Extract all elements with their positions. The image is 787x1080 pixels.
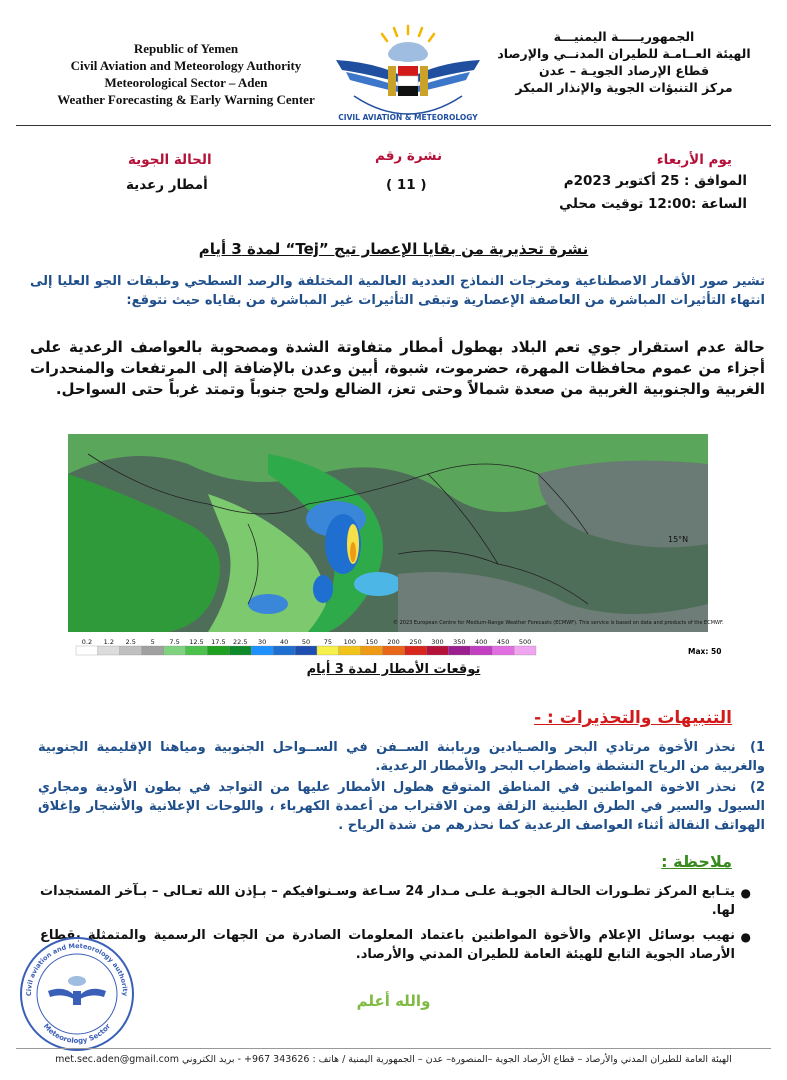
intro-paragraph: تشير صور الأقمار الاصطناعية ومخرجات النماذج العددية العالمية المختلفة والرصد السطحي وطبقات الجو العليا إلى انتهاء التأثيرات المباشرة من العاصفة الإعصارية وتبقى التأثيرات غير المباشرة من بقاياه حيث نتوقع: (30, 274, 765, 308)
forecast-paragraph: حالة عدم استقرار جوي تعم البلاد بهطول أمطار متفاوتة الشدة ومصحوبة بالعواصف الرعدية على أجزاء من عموم محافظات المهرة، حضرموت، شبوة، أبين وعدن بالإضافة إلى المرتفعات والمنحدرات الغربية والجنوبية الغربية من صعدة شمالاً وحتى تعز، الضالع ولحج جنوباً وتمتد غرباً حتى السواحل. (30, 338, 765, 398)
header-ar-line: مركز التنبؤات الجوية والإنذار المبكر (515, 80, 733, 95)
date-line: الموافق : 25 أكتوبر 2023م (563, 173, 747, 189)
legend-tick-label: 17.5 (211, 638, 226, 646)
legend-tick-label: 2.5 (125, 638, 136, 646)
legend-tick-label: 22.5 (233, 638, 248, 646)
legend-tick-label: 5 (150, 638, 155, 646)
logo-text: CIVIL AVIATION & METEOROLOGY (338, 113, 478, 122)
stamp-bottom-text: Meteorology Sector (41, 1022, 113, 1046)
legend-swatch (164, 646, 186, 655)
bulletin-number: ( 11 ) (386, 177, 427, 193)
legend-swatch (186, 646, 208, 655)
warning-number: 1) (750, 740, 765, 755)
bulletin-label: نشرة رقم (375, 148, 443, 164)
warnings-title (534, 708, 732, 728)
legend-swatch (229, 646, 251, 655)
legend-tick-label: 100 (343, 638, 357, 646)
header-ar-line: قطاع الإرصاد الجويـة – عدن (538, 63, 710, 78)
header-en-line: Weather Forecasting & Early Warning Center (57, 92, 315, 107)
legend-swatch (383, 646, 405, 655)
map-caption: توقعات الأمطار لمدة 3 أيام (306, 662, 481, 677)
legend-tick-label: 75 (323, 638, 333, 646)
legend-swatch (405, 646, 427, 655)
legend-tick-label: 500 (518, 638, 532, 646)
weather-value: أمطار رعدية (126, 177, 208, 193)
warning-number: 2) (750, 780, 766, 795)
legend-tick-label: 300 (431, 638, 444, 646)
stamp-top-text: Civil aviation and Meteorology authority (24, 941, 130, 997)
warning-text: نحذر الأخوة مرتادي البحر والصـيادين وربابنة الســفن في الســواحل الجنوبية ومياهنا الإقليمية الجنوبية والغربية من الرياح النشطة واضطراب البحر والأمطار الرعدية. (38, 740, 765, 774)
legend-swatch (492, 646, 514, 655)
warning-item (38, 738, 765, 776)
weather-label: الحالة الجوية (128, 152, 212, 168)
note-item: نهيب بوسائل الإعلام والأخوة المواطنين باعتماد المعلومات الصادرة من الجهات الرسمية والمتمثلة بقطاع الأرصاد الجوية التابع للهيئة العامة للطيران المدني والأرصاد. (40, 928, 735, 962)
legend-swatch (448, 646, 470, 655)
note-item: يتـابع المركز تطـورات الحالـة الجويـة علـى مـدار 24 سـاعة وسـنوافيكم – بـإذن الله تعـالى – بـآخر المستجدات لها. (40, 884, 735, 918)
closing-phrase: والله أعلم (356, 992, 431, 1010)
legend-tick-label: 450 (496, 638, 510, 646)
legend-max-label: Max: 50 (688, 647, 722, 656)
legend-tick-label: 7.5 (169, 638, 180, 646)
legend-swatch (142, 646, 164, 655)
header-ar-line: الجمهوريـــــة اليمنيـــة (553, 29, 695, 44)
rainfall-legend (76, 636, 722, 656)
legend-tick-label: 40 (279, 638, 289, 646)
english-header (18, 40, 354, 108)
legend-tick-label: 12.5 (189, 638, 204, 646)
legend-swatch (514, 646, 536, 655)
legend-tick-label: 150 (365, 638, 378, 646)
header-en-line: Meteorological Sector – Aden (104, 75, 268, 90)
bulletin-title: نشرة تحذيرية من بقايا الإعصار تيج ”Tej“ لمدة 3 أيام (198, 240, 589, 258)
legend-tick-label: 30 (258, 638, 267, 646)
arabic-header (479, 28, 769, 96)
footer-contact: الهيئة العامة للطيران المدني والأرصاد – قطاع الأرصاد الجوية –المنصورة– عدن – الجمهورية اليمنية / هاتف : 343626 967+ - بريد الكتروني met.sec.aden@gmail.com (55, 1054, 732, 1065)
footer-divider (16, 1048, 771, 1049)
rainfall-map-graphic (68, 434, 724, 632)
legend-swatch (361, 646, 383, 655)
map-copyright: © 2023 European Centre for Medium-Range Weather Forecasts (ECMWF). This service is based on data and products of the ECMWF. (393, 620, 724, 626)
legend-swatch (251, 646, 273, 655)
legend-tick-label: 400 (475, 638, 488, 646)
authority-logo (332, 22, 484, 126)
legend-tick-label: 200 (387, 638, 400, 646)
notes-title (661, 852, 732, 871)
notes-title-text: ملاحظة : (661, 852, 732, 871)
warnings-title-text: التنبيهات والتحذيرات : - (534, 708, 732, 728)
legend-swatch (339, 646, 361, 655)
legend-tick-label: 1.2 (103, 638, 115, 646)
legend-swatch (470, 646, 492, 655)
legend-swatch (76, 646, 98, 655)
authority-stamp (18, 935, 136, 1053)
day-label: يوم الأربعاء (656, 152, 732, 168)
legend-tick-label: 350 (453, 638, 466, 646)
latitude-label: 15°N (668, 535, 689, 544)
legend-tick-label: 0.2 (81, 638, 93, 646)
legend-swatch (207, 646, 229, 655)
legend-tick-label: 50 (301, 638, 311, 646)
legend-swatch (120, 646, 142, 655)
warning-text: نحذر الاخوة المواطنين في المناطق المتوقع هطول الأمطار عليها من التواجد في بطون الأودية ومجاري السيول والسير في الطرق الطينية الزلقة ومن الاقتراب من أعمدة الكهرباء ، واللوحات الإعلانية والأشجار وإغلاق الهواتف النقالة أثناء العواصف الرعدية كما نحذرهم من شدة الرياح . (38, 780, 765, 833)
bullet-icon: ● (740, 886, 751, 900)
legend-swatch (426, 646, 448, 655)
legend-swatch (98, 646, 120, 655)
header-en-line: Republic of Yemen (133, 41, 239, 56)
legend-swatch (317, 646, 339, 655)
warning-item (38, 778, 765, 835)
header-divider (16, 125, 771, 126)
rainfall-map (68, 434, 724, 632)
header-en-line: Civil Aviation and Meteorology Authority (70, 58, 302, 73)
time-line: الساعة :12:00 توقيت محلي (559, 196, 747, 212)
legend-swatch (295, 646, 317, 655)
legend-tick-label: 250 (409, 638, 422, 646)
header-ar-line: الهيئة العــامـة للطيران المدنــي والإرصاد (497, 46, 751, 61)
bullet-icon: ● (740, 930, 751, 944)
legend-swatch (273, 646, 295, 655)
